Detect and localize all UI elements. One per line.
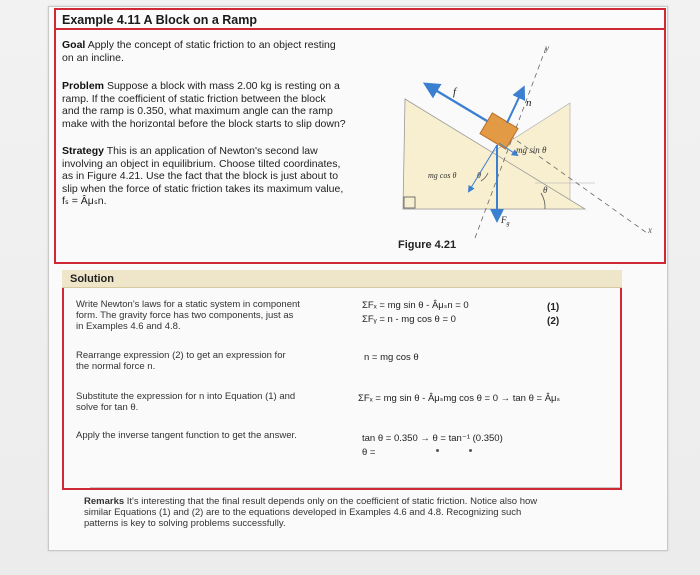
- step4-eq1: tan θ = 0.350 → θ = tan⁻¹ (0.350): [362, 433, 503, 444]
- problem-line-1: Suppose a block with mass 2.00 kg is resting on a: [106, 80, 340, 92]
- step1-line-1: Write Newton's laws for a static system in component: [76, 299, 300, 310]
- step1-eq1: ΣFₓ = mg sin θ - Âμₛn = 0: [362, 300, 469, 311]
- label-mgcos: mg cos θ: [428, 171, 457, 180]
- label-theta-2: θ: [543, 185, 548, 195]
- step2-eq: n = mg cos θ: [364, 352, 419, 363]
- step2-line-1: Rearrange expression (2) to get an expression for: [76, 350, 286, 361]
- figure-caption: Figure 4.21: [398, 239, 457, 251]
- strategy-section: [62, 145, 387, 208]
- strategy-formula: fₛ = Âμₛn.: [62, 195, 107, 207]
- remarks-section: [84, 496, 632, 529]
- example-title: Example 4.11 A Block on a Ramp: [62, 13, 257, 27]
- step3-line-1: Substitute the expression for n into Equation (1) and: [76, 391, 296, 402]
- solution-step-2-text: [76, 350, 366, 372]
- solution-step-3-text: [76, 391, 366, 413]
- normal-vector: [507, 89, 523, 123]
- step1-line-2: form. The gravity force has two components, just as: [76, 310, 294, 321]
- step4-eq2: θ =: [362, 447, 376, 458]
- goal-label: Goal: [62, 39, 86, 51]
- solution-step-4-text: Apply the inverse tangent function to get the answer.: [76, 430, 297, 441]
- goal-section: [62, 39, 387, 64]
- remarks-line-2: similar Equations (1) and (2) are to the equations developed in Examples 4.6 and 4.8. Recognizing such: [84, 507, 522, 518]
- goal-line-1: Apply the concept of static friction to an object resting: [87, 39, 336, 51]
- solution-header: [62, 270, 622, 288]
- problem-line-2: ramp. If the coefficient of static friction between the block: [62, 92, 326, 105]
- strategy-label: Strategy: [62, 145, 105, 157]
- answer-blank-dot-2: [469, 449, 472, 452]
- problem-line-3: and the ramp is 0.350, what maximum angle can the ramp: [62, 105, 333, 117]
- label-mgsin: mg sin θ: [516, 145, 547, 155]
- strategy-line-4: slip when the force of static friction takes its maximum value,: [62, 182, 344, 195]
- label-f: f: [453, 86, 457, 98]
- remarks-line-3: patterns is key to solving problems successfully.: [84, 518, 286, 529]
- eq-number-1: (1): [547, 302, 560, 313]
- label-x: x: [648, 225, 652, 235]
- step1-eq2: ΣFᵧ = n - mg cos θ = 0: [362, 314, 456, 325]
- solution-title: Solution: [70, 273, 114, 285]
- step3-line-2: solve for tan θ.: [76, 402, 139, 413]
- remarks-divider: [90, 487, 620, 488]
- step2-line-2: the normal force n.: [76, 361, 156, 372]
- step1-line-3: in Examples 4.6 and 4.8.: [76, 321, 181, 332]
- label-fg: $F_g$: [501, 215, 510, 227]
- step3-eq: ΣFₓ = mg sin θ - Âμₛmg cos θ = 0 → tan θ = Âμₛ: [358, 393, 561, 404]
- label-y: y: [545, 43, 549, 53]
- label-n: n: [526, 97, 532, 109]
- goal-line-2: on an incline.: [62, 51, 124, 64]
- problem-section: [62, 80, 387, 130]
- friction-vector: [427, 85, 487, 121]
- strategy-line-2: involving an object in equilibrium. Choose tilted coordinates,: [62, 157, 341, 170]
- remarks-label: Remarks: [84, 496, 125, 507]
- answer-blank-dot: [436, 449, 439, 452]
- problem-line-4: make with the horizontal before the block starts to slip down?: [62, 117, 346, 130]
- strategy-line-1: This is an application of Newton's second law: [106, 145, 318, 157]
- solution-step-1-text: [76, 299, 366, 332]
- label-theta-1: θ: [477, 171, 481, 180]
- eq-number-2: (2): [547, 316, 560, 327]
- strategy-line-3: as in Figure 4.21. Use the fact that the block is just about to: [62, 170, 339, 182]
- problem-label: Problem: [62, 80, 105, 92]
- ramp-figure: [395, 33, 663, 241]
- remarks-line-1: It's interesting that the final result depends only on the coefficient of static friction. Notice also how: [126, 496, 538, 507]
